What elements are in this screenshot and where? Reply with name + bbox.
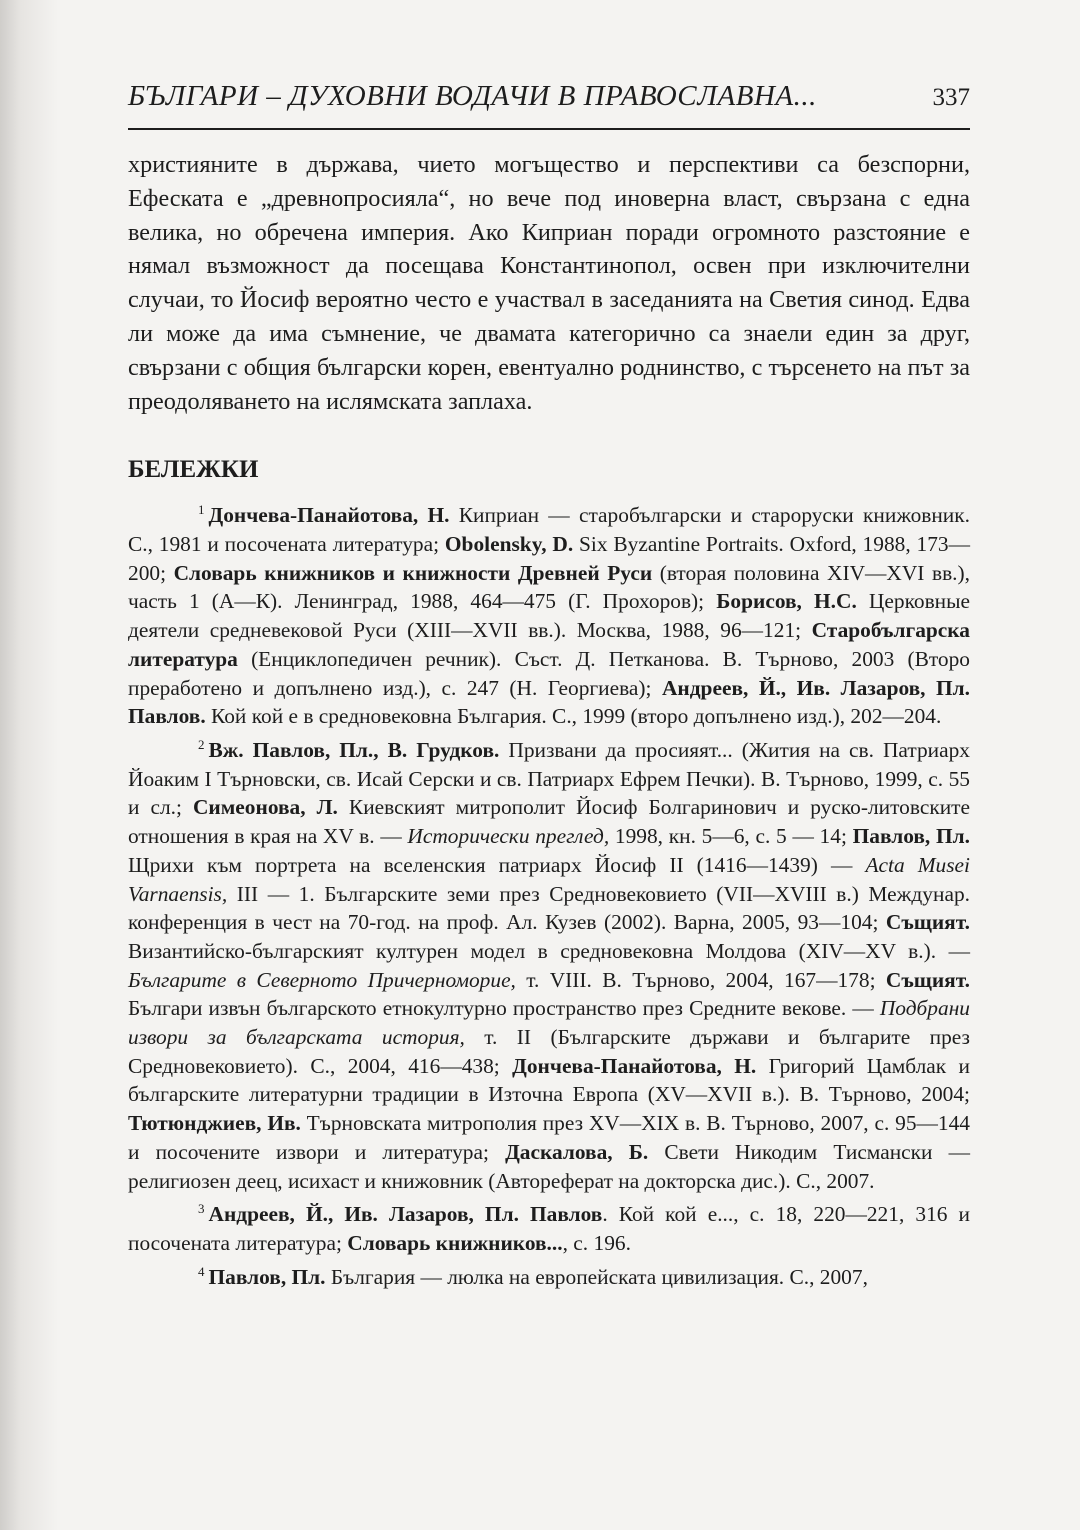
footnote-number: 4 <box>198 1263 205 1279</box>
notes-list <box>128 496 970 1291</box>
footnote-text: т. VIII. В. Търново, 2004, 167—178; <box>515 967 886 992</box>
footnote-author: Андреев, Й., Ив. Лазаров, Пл. Павлов. <box>128 675 970 729</box>
footnote-author: Същият. <box>885 967 970 992</box>
footnote-text: 1998, кн. 5—6, с. 5 — 14; <box>609 824 853 849</box>
footnote-title: Исторически преглед, <box>407 824 610 849</box>
footnote-author: Словарь книжников... <box>347 1230 563 1255</box>
running-title: БЪЛГАРИ – ДУХОВНИ ВОДАЧИ В ПРАВОСЛАВНА... <box>128 80 817 112</box>
footnote-title: Подбрани извори за българската история, <box>128 996 970 1050</box>
footnote-author: Дончева-Панайотова, Н. <box>512 1053 757 1078</box>
book-gutter-shadow <box>0 0 58 1530</box>
footnote-author: Павлов, Пл. <box>852 824 970 849</box>
footnote-text: (Енциклопедичен речник). Съст. Д. Петканова. В. Търново, 2003 (Второ преработено и допълнено изд.), с. 247 (Н. Георгиева); <box>128 646 970 700</box>
footnote-author: Същият. <box>885 910 970 935</box>
footnote-text: Щрихи към портрета на вселенския патриарх Йосиф II (1416—1439) — <box>128 852 866 877</box>
footnote-text: Григорий Цамблак и българските литературни традиции в Източна Европа (XV—XVII в.). В. Търново, 2004; <box>128 1053 970 1107</box>
footnote <box>128 496 970 731</box>
notes-heading: БЕЛЕЖКИ <box>128 456 259 484</box>
footnote-author: Павлов, Пл. <box>208 1264 326 1289</box>
footnote-text: Церковные деятели средневековой Руси (XIII—XVII вв.). Москва, 1988, 96—121; <box>128 589 970 643</box>
footnote-text: България — люлка на европейската цивилизация. С., 2007, <box>325 1264 868 1289</box>
footnote-text: Българи извън българското етнокултурно пространство през Средните векове. — <box>128 996 880 1021</box>
footnote-author: Вж. Павлов, Пл., В. Грудков. <box>208 738 500 762</box>
footnote-text: Six Byzantine Portraits. Oxford, 1988, 173—200; <box>128 532 970 585</box>
footnote-title: Acta Musei Varnaensis, <box>128 852 970 906</box>
footnote-title: Българите в Северното Причерноморие, <box>128 967 516 992</box>
footnote-text: Свети Никодим Тисмански — религиозен деец, исихаст и книжовник (Автореферат на докторска дис.). С., 2007. <box>128 1139 970 1193</box>
footnote-author: Словарь книжников и книжности Древней Руси <box>173 560 653 585</box>
footnote-author: Даскалова, Б. <box>505 1139 649 1164</box>
footnote <box>128 1195 970 1257</box>
running-header <box>128 80 970 130</box>
footnote <box>128 731 970 1195</box>
footnote-text: , с. 196. <box>562 1230 631 1255</box>
page-number: 337 <box>932 84 970 111</box>
footnote-number: 3 <box>198 1201 205 1217</box>
footnote <box>128 1258 970 1292</box>
footnote-author: Борисов, Н.С. <box>716 589 857 614</box>
footnote-text: Кой кой е в средновековна България. С., 1999 (второ допълнено изд.), 202—204. <box>205 704 942 729</box>
footnote-author: Симеонова, Л. <box>192 795 338 820</box>
footnote-text: т. II (Българските държави и българите през Средновековието). С., 2004, 416—438; <box>128 1025 971 1078</box>
footnote-text: . Кой кой е..., с. 18, 220—221, 316 и посочената литература; <box>128 1202 970 1255</box>
footnote-text: Търновската митрополия през XV—XIX в. В. Търново, 2007, с. 95—144 и посочените извори и литература; <box>128 1111 970 1164</box>
footnote-text: Киприан — старобългарски и староруски книжовник. С., 1981 и посочената литература; <box>128 503 970 557</box>
footnote-number: 2 <box>198 737 205 752</box>
footnote-text: Киевският митрополит Йосиф Болгаринович и руско-литовските отношения в края на XV в. — <box>128 795 970 849</box>
footnote-author: Obolensky, D. <box>444 532 574 557</box>
book-page <box>128 80 970 1291</box>
footnote-text: Византийско-българският културен модел в средновековна Молдова (XIV—XV в.). — <box>128 938 970 963</box>
footnote-text: (вторая половина XIV—XVI вв.), часть 1 (А—К). Ленинград, 1988, 464—475 (Г. Прохоров); <box>128 560 970 614</box>
footnote-text: III — 1. Българските земи през Средновековието (VII—XVIII в.) Междунар. конференция в чест на 70-год. на проф. Ал. Кузев (2002). Варна, 2005, 93—104; <box>128 881 970 935</box>
footnote-number: 1 <box>198 502 205 518</box>
footnote-author: Тютюнджиев, Ив. <box>128 1111 301 1136</box>
footnote-text: Призвани да просияят... (Жития на св. Патриарх Йоаким I Търновски, св. Исай Серски и св. Патриарх Ефрем Печки). В. Търново, 1999, с. 55 и сл.; <box>128 738 971 820</box>
footnote-author: Старобългарска литература <box>128 618 970 671</box>
main-text <box>128 148 970 418</box>
body-paragraph: християните в държава, чието могъщество и перспективи са безспорни, Ефеската е „древнопросияла“, но вече под иноверна власт, свързана с една велика, но обречена империя. Ако Киприан поради огромното разстояние е нямал възможност да посещава Константинопол, освен при изключителни случаи, то Йосиф вероятно често е участвал в заседанията на Светия синод. Едва ли може да има съмнение, че двамата категорично са знаели един за друг, свързани с общия български корен, евентуално роднинство, с търсенето на път за преодоляването на ислямската заплаха. <box>128 151 970 415</box>
footnote-author: Дончева-Панайотова, Н. <box>208 503 450 528</box>
footnote-author: Андреев, Й., Ив. Лазаров, Пл. Павлов <box>208 1202 603 1227</box>
